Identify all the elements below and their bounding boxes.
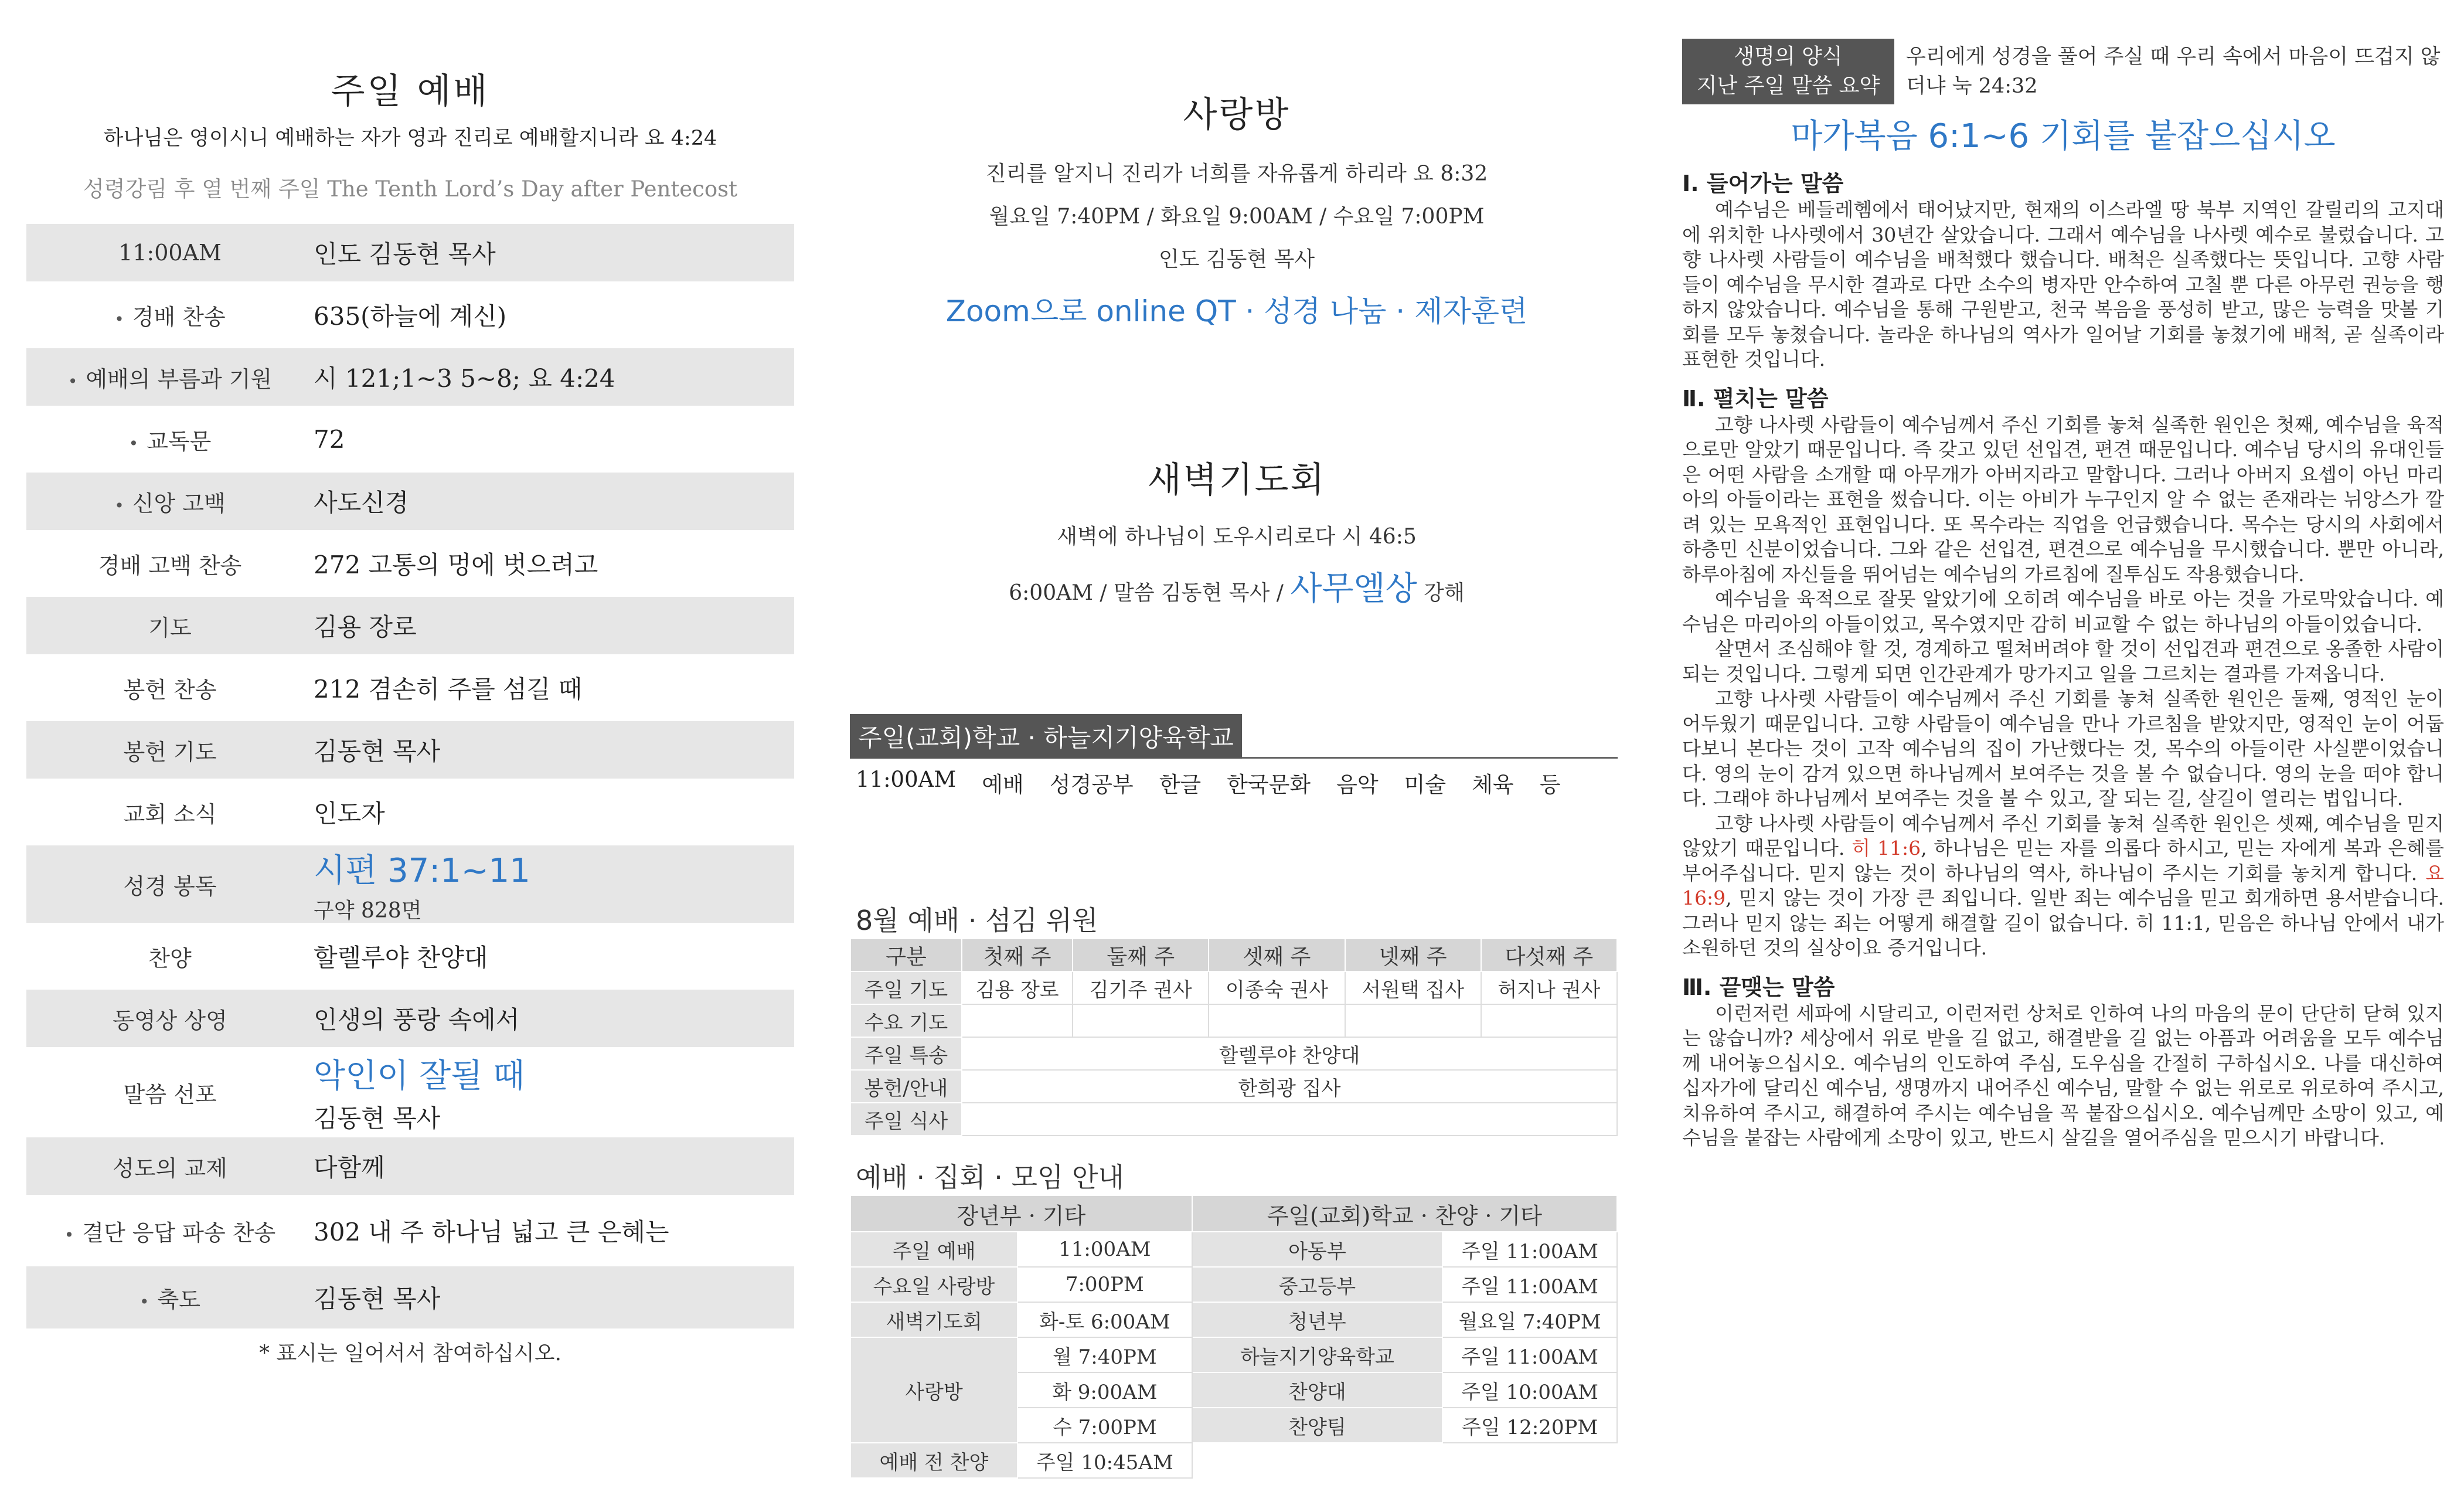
duty-header-row [850, 939, 1617, 971]
part1-paragraph: 예수님은 베들레헴에서 태어났지만, 현재의 이스라엘 땅 북부 지역인 갈릴리의 고지대에 위치한 나사렛에서 30년간 살았습니다. 그래서 예수님을 나사렛 예수로 불렀습니다. 고향 나사렛 사람들이 예수님을 배척했다 했습니다. 배척은 실족했다는 뜻입니다. 고향 사람들이 예수님을 무시한 결과로 다만 소수의 병자만 안수하여 고칠 뿐 다른 아무런 권능을 행하지 않았습니다. 예수님을 통해 구원받고, 천국 복음을 풍성히 받고, 많은 능력을 맛볼 기회를 모두 놓쳤습니다. 놀라운 하나님의 역사가 일어날 기회를 놓쳤기에 배척, 곧 실족이라 표현한 것입니다. [1682, 198, 2444, 371]
guide-label: 중고등부 [1192, 1267, 1442, 1302]
guide-label: 청년부 [1192, 1302, 1442, 1337]
duty-merged-cell [962, 1103, 1617, 1136]
sarangbang-verse: 진리를 알지니 진리가 너희를 자유롭게 하리라 요 8:32 [985, 162, 1488, 186]
para-text: , 하나님은 믿는 자를 의롭다 하시고, 믿는 자에게 복과 은혜를 부어주십니다. 믿지 않는 것이 하나님의 역사, 하나님이 주시는 기회를 놓치게 합니다. [1682, 837, 2444, 885]
meetings-column [850, 0, 1624, 1495]
order-label: 결단 응답 파송 찬송 [82, 1219, 276, 1246]
standing-footnote: * 표시는 일어서서 참여하십시오. [259, 1341, 561, 1365]
order-value: 302 내 주 하나님 넓고 큰 은혜는 [314, 1218, 669, 1246]
duty-row-label: 주일 특송 [850, 1037, 962, 1070]
standing-star: • [64, 1225, 74, 1245]
sermon-title: 악인이 잘될 때 [314, 1057, 525, 1095]
guide-value: 월 7:40PM [1017, 1337, 1192, 1372]
guide-label: 찬양팀 [1192, 1408, 1442, 1443]
school-item: 등 [1539, 772, 1561, 797]
order-label: 11:00AM [118, 240, 222, 266]
order-row [26, 990, 794, 1047]
guide-value: 주일 10:00AM [1442, 1372, 1617, 1408]
order-row [26, 783, 794, 841]
order-row [26, 473, 794, 530]
guide-value: 주일 11:00AM [1442, 1267, 1617, 1302]
school-item: 11:00AM [856, 767, 957, 792]
dawn-suffix: 강해 [1417, 581, 1465, 605]
sermon-tag-line2: 지난 주일 말씀 요약 [1696, 74, 1880, 98]
order-value: 72 [314, 424, 345, 454]
part3-heading: Ⅲ. 끝맺는 말씀 [1682, 974, 1835, 1000]
guide-header-left: 장년부 · 기타 [850, 1195, 1192, 1232]
order-row [26, 659, 794, 716]
duty-merged-cell: 할렐루야 찬양대 [962, 1037, 1617, 1070]
part1-heading: Ⅰ. 들어가는 말씀 [1682, 171, 1844, 196]
part2-paragraph-refs [1682, 811, 2444, 961]
duty-header: 구분 [850, 939, 962, 971]
scripture-page: 구약 828면 [314, 898, 422, 923]
guide-value: 11:00AM [1017, 1232, 1192, 1267]
dawn-line [850, 563, 1624, 610]
worship-subtitle: 성령강림 후 열 번째 주일 The Tenth Lord’s Day after Pentecost [83, 176, 738, 202]
order-value: 인도자 [314, 799, 385, 828]
order-label: 봉헌 찬송 [123, 677, 217, 703]
order-value: 인도 김동현 목사 [314, 240, 496, 269]
duty-title: 8월 예배 · 섬김 위원 [856, 905, 1098, 936]
order-value: 시 121;1~3 5~8; 요 4:24 [314, 364, 615, 393]
order-label: 기도 [148, 614, 192, 641]
guide-label: 주일 예배 [850, 1232, 1017, 1267]
order-value-wrap [314, 1050, 794, 1134]
duty-cell: 김용 장로 [962, 971, 1073, 1004]
worship-column [26, 0, 794, 1495]
guide-title: 예배 · 집회 · 모임 안내 [856, 1161, 1124, 1193]
dawn-book: 사무엘상 [1290, 570, 1417, 608]
duty-header: 셋째 주 [1209, 939, 1345, 971]
school-bar: 주일(교회)학교 · 하늘지기양육학교 [850, 714, 1242, 759]
duty-row-label: 수요 기도 [850, 1004, 962, 1037]
order-label: 찬양 [148, 945, 192, 971]
duty-header: 둘째 주 [1073, 939, 1209, 971]
guide-label: 찬양대 [1192, 1372, 1442, 1408]
school-item: 음악 [1336, 772, 1379, 797]
order-row [26, 1200, 794, 1262]
order-label-wrap [26, 361, 314, 393]
school-item: 예배 [982, 772, 1024, 797]
duty-row [850, 1070, 1617, 1103]
dawn-title: 새벽기도회 [1147, 460, 1326, 501]
order-row [26, 1266, 794, 1328]
guide-value: 주일 11:00AM [1442, 1337, 1617, 1372]
duty-cell: 허지나 권사 [1481, 971, 1617, 1004]
guide-header-right: 주일(교회)학교 · 찬양 · 기타 [1192, 1195, 1617, 1232]
standing-star: • [128, 433, 139, 453]
guide-row [850, 1267, 1617, 1302]
duty-row-label: 봉헌/안내 [850, 1070, 962, 1103]
part2-paragraph: 살면서 조심해야 할 것, 경계하고 떨쳐버려야 할 것이 선입견과 편견으로 옹졸한 사람이 되는 것입니다. 그렇게 되면 인간관계가 망가지고 일을 그르치는 결과를 가져옵니다. [1682, 637, 2444, 685]
guide-value: 주일 11:00AM [1442, 1232, 1617, 1267]
school-item: 한국문화 [1227, 772, 1311, 797]
order-value: 할렐루야 찬양대 [314, 943, 488, 972]
guide-label: 수요일 사랑방 [850, 1267, 1017, 1302]
guide-table [850, 1195, 1618, 1479]
guide-empty [1442, 1443, 1617, 1478]
order-value: 인생의 풍랑 속에서 [314, 1005, 520, 1034]
order-row [26, 1137, 794, 1195]
order-label: 신앙 고백 [132, 490, 226, 517]
order-label-wrap [26, 299, 314, 331]
order-label: 축도 [157, 1286, 200, 1313]
guide-label: 아동부 [1192, 1232, 1442, 1267]
order-value: 김동현 목사 [314, 1285, 441, 1313]
order-row [26, 535, 794, 592]
guide-value: 주일 12:20PM [1442, 1408, 1617, 1443]
dawn-verse: 새벽에 하나님이 도우시리로다 시 46:5 [1057, 525, 1417, 549]
para-text: 고향 나사렛 사람들이 예수님께서 주신 기회를 놓쳐 실족한 원인은 셋째, 예수님을 믿지 않았기 때문입니다. [1682, 811, 2444, 859]
duty-cell [1345, 1004, 1481, 1037]
sermon-tag-line1: 생명의 양식 [1734, 45, 1843, 69]
order-label-wrap [26, 423, 314, 456]
worship-title: 주일 예배 [331, 71, 490, 112]
guide-row [850, 1337, 1617, 1372]
duty-table [850, 938, 1618, 1136]
order-value: 272 고통의 멍에 벗으려고 [314, 551, 598, 579]
scripture-ref: 요 16:9 [1682, 861, 2444, 909]
order-label: 경배 고백 찬송 [98, 552, 242, 579]
duty-merged-cell: 한희광 집사 [962, 1070, 1617, 1103]
duty-row [850, 1037, 1617, 1070]
order-row [26, 1052, 794, 1133]
sermon-header [1682, 39, 2444, 104]
standing-star: • [139, 1292, 149, 1311]
order-label: 성도의 교제 [113, 1155, 227, 1181]
guide-value: 7:00PM [1017, 1267, 1192, 1302]
duty-row-label: 주일 기도 [850, 971, 962, 1004]
sermon-preacher: 김동현 목사 [314, 1104, 441, 1133]
order-value-wrap [314, 845, 794, 924]
guide-row [850, 1232, 1617, 1267]
dawn-time: 6:00AM / 말씀 김동현 목사 / [1009, 581, 1291, 605]
order-label-wrap [26, 1282, 314, 1314]
sarangbang-times: 월요일 7:40PM / 화요일 9:00AM / 수요일 7:00PM [989, 205, 1485, 229]
order-row [26, 721, 794, 779]
standing-star: • [114, 495, 124, 515]
guide-label: 하늘지기양육학교 [1192, 1337, 1442, 1372]
duty-cell [1481, 1004, 1617, 1037]
duty-header: 첫째 주 [962, 939, 1073, 971]
order-row [26, 224, 794, 281]
duty-cell [1209, 1004, 1345, 1037]
scripture-reading: 시편 37:1~11 [314, 851, 530, 890]
order-value: 다함께 [314, 1153, 385, 1182]
guide-row [850, 1302, 1617, 1337]
guide-label: 사랑방 [850, 1337, 1017, 1443]
guide-value: 수 7:00PM [1017, 1408, 1192, 1443]
school-item: 미술 [1404, 772, 1447, 797]
duty-cell: 이종숙 권사 [1209, 971, 1345, 1004]
order-label: 말씀 선포 [123, 1081, 217, 1107]
standing-star: • [67, 371, 78, 391]
school-item: 체육 [1472, 772, 1514, 797]
school-item: 한글 [1159, 772, 1202, 797]
part3-paragraph: 이런저런 세파에 시달리고, 이런저런 상처로 인하여 나의 마음의 문이 단단히 닫혀 있지는 않습니까? 세상에서 위로 받을 길 없고, 해결받을 길 없는 아픔과 어려움을 모두 예수님께 내어놓으십시오. 예수님의 인도하여 주심, 도우심을 간절히 구하십시오. 나를 대신하여 십자가에 달리신 예수님, 생명까지 내어주신 예수님, 말할 수 없는 위로로 위로하여 주시고, 치유하여 주시고, 해결하여 주시는 예수님을 꼭 붙잡으십시오. 예수님께만 소망이 있고, 예수님을 붙잡는 사람에게 소망이 있고, 반드시 살길을 열어주심을 믿으시기 바랍니다. [1682, 1001, 2444, 1149]
sermon-header-verse: 우리에게 성경을 풀어 주실 때 우리 속에서 마음이 뜨겁지 않더냐 눅 24:32 [1906, 45, 2441, 98]
order-value: 212 겸손히 주를 섬길 때 [314, 675, 583, 704]
school-items [850, 767, 1624, 799]
part2-paragraph: 고향 나사렛 사람들이 예수님께서 주신 기회를 놓쳐 실족한 원인은 둘째, 영적인 눈이 어두웠기 때문입니다. 고향 사람들이 예수님을 만나 가르침을 받았지만, 영적인 눈이 어둡다보니 본다는 것이 고작 예수님의 집이 가난했다는 것, 목수의 아들이란 사실뿐이었습니다. 영의 눈이 감겨 있으면 하나님께서 보여주는 것을 볼 수 없습니다. 영의 눈을 떠야 합니다. 그래야 하나님께서 보여주는 것을 볼 수 있고, 잘 되는 길, 살길이 열리는 법입니다. [1682, 687, 2444, 810]
order-label: 봉헌 기도 [123, 739, 217, 765]
duty-header: 넷째 주 [1345, 939, 1481, 971]
guide-label: 예배 전 찬양 [850, 1443, 1017, 1478]
order-row [26, 927, 794, 985]
order-label: 예배의 부름과 기원 [86, 366, 273, 392]
guide-label: 새벽기도회 [850, 1302, 1017, 1337]
sermon-column [1682, 0, 2444, 1495]
school-item: 성경공부 [1049, 772, 1134, 797]
duty-row [850, 1103, 1617, 1136]
part2-heading: Ⅱ. 펼치는 말씀 [1682, 385, 1829, 412]
sermon-summary-title: 마가복음 6:1~6 기회를 붙잡으십시오 [1791, 117, 2336, 155]
order-label: 교회 소식 [123, 801, 217, 827]
sermon-tag [1682, 39, 1894, 104]
sarangbang-zoom: Zoom으로 online QT · 성경 나눔 · 제자훈련 [945, 294, 1528, 328]
guide-header-row [850, 1195, 1617, 1232]
duty-header: 다섯째 주 [1481, 939, 1617, 971]
order-label-wrap [26, 1215, 314, 1247]
guide-value: 화 9:00AM [1017, 1372, 1192, 1408]
duty-row-label: 주일 식사 [850, 1103, 962, 1136]
guide-row [850, 1443, 1617, 1478]
order-label: 성경 봉독 [123, 873, 217, 899]
worship-verse: 하나님은 영이시니 예배하는 자가 영과 진리로 예배할지니라 요 4:24 [103, 127, 717, 150]
order-row [26, 597, 794, 654]
standing-star: • [114, 309, 124, 329]
duty-row [850, 971, 1617, 1004]
duty-cell [962, 1004, 1073, 1037]
order-label: 동영상 상영 [113, 1007, 227, 1034]
order-row [26, 845, 794, 923]
guide-empty [1192, 1443, 1442, 1478]
guide-value: 월요일 7:40PM [1442, 1302, 1617, 1337]
duty-cell [1073, 1004, 1209, 1037]
sarangbang-title: 사랑방 [1183, 94, 1291, 135]
duty-row [850, 1004, 1617, 1037]
order-label-wrap [26, 485, 314, 518]
order-row [26, 348, 794, 406]
guide-value: 주일 10:45AM [1017, 1443, 1192, 1478]
order-label: 경배 찬송 [132, 304, 226, 330]
sarangbang-leader: 인도 김동현 목사 [1158, 247, 1315, 271]
para-text: , 믿지 않는 것이 가장 큰 죄입니다. 일반 죄는 예수님을 믿고 회개하면 용서받습니다. 그러나 믿지 않는 죄는 어떻게 해결할 길이 없습니다. 히 11:1, 믿음은 하나님 안에서 내가 소원하던 것의 실상이요 증거입니다. [1682, 886, 2444, 959]
order-of-worship [26, 224, 794, 1328]
duty-cell: 서원택 집사 [1345, 971, 1481, 1004]
part2-paragraph: 예수님을 육적으로 잘못 알았기에 오히려 예수님을 바로 아는 것을 가로막았습니다. 예수님은 마리아의 아들이었고, 목수였지만 감히 비교할 수 없는 하나님의 아들이었습니다. [1682, 587, 2444, 636]
order-value: 사도신경 [314, 488, 409, 517]
scripture-ref: 히 11:6 [1852, 837, 1921, 859]
part2-paragraph: 고향 나사렛 사람들이 예수님께서 주신 기회를 놓쳐 실족한 원인은 첫째, 예수님을 육적으로만 알았기 때문입니다. 즉 갖고 있던 선입견, 편견 때문입니다. 예수님 당시의 유대인들은 어떤 사람을 소개할 때 아무개가 아버지라고 말합니다. 그러나 아버지 요셉이 아닌 마리아의 아들이라는 표현을 썼습니다. 이는 아비가 누구인지 알 수 없는 존재라는 뉘앙스가 깔려 있는 모욕적인 표현입니다. 또 목수라는 직업을 언급했습니다. 목수는 당시의 사회에서 하층민 신분이었습니다. 그와 같은 선입견, 편견으로 예수님을 무시했습니다. 뿐만 아니라, 하루아침에 자신들을 뛰어넘는 예수님의 가르침에 질투심도 작용했습니다. [1682, 413, 2444, 586]
order-value: 김용 장로 [314, 613, 417, 641]
order-value: 635(하늘에 계신) [314, 302, 507, 331]
order-value: 김동현 목사 [314, 737, 441, 766]
duty-cell: 김기주 권사 [1073, 971, 1209, 1004]
order-row [26, 410, 794, 468]
guide-value: 화-토 6:00AM [1017, 1302, 1192, 1337]
order-label: 교독문 [147, 428, 212, 454]
order-row [26, 286, 794, 344]
